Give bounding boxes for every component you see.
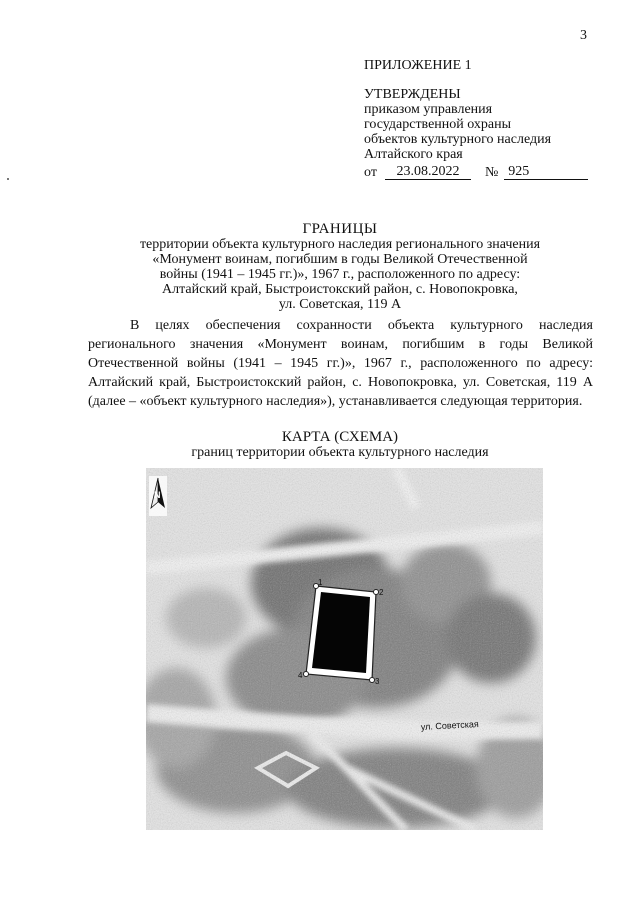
title-line-4: Алтайский край, Быстроистокский район, с. Новопокровка, [162,282,518,297]
approval-block [364,58,588,180]
map-subheading: границ территории объекта культурного наследия [191,445,489,460]
approval-line-2: государственной охраны [364,117,512,132]
order-number: 925 [504,164,588,180]
boundary-point-2 [374,590,379,595]
approved-label: УТВЕРЖДЕНЫ [364,87,461,102]
number-prefix: № [484,165,499,180]
date-prefix: от [364,165,377,180]
body-paragraph: В целях обеспечения сохранности объекта культурного наследия регионального значения «Монумент воинам, погибшим в годы Великой Отечественной войны (1941 – 1945 гг.)», 1967 г., расположенного по адресу: Алтайский край, Быстроистокский район, с. Новопокровка, ул. Советская, 119 А (далее – «объект культурного наследия»), устанавливается следующая территория. [88,318,593,409]
order-date-line [364,164,588,180]
map-heading: КАРТА (СХЕМА) [281,429,399,445]
aerial-map-image [146,468,543,830]
point-label-3: 3 [375,677,380,686]
page-number: 3 [580,28,587,43]
order-date: 23.08.2022 [385,164,471,180]
document-title [60,222,620,312]
map-scheme [146,468,543,830]
title-heading: ГРАНИЦЫ [302,221,378,237]
approval-line-4: Алтайского края [364,147,463,162]
point-label-4: 4 [298,671,303,680]
street-label: ул. Советская [420,718,480,732]
title-line-3: войны (1941 – 1945 гг.)», 1967 г., расположенного по адресу: [159,267,521,282]
title-line-5: ул. Советская, 119 А [278,297,402,312]
boundary-point-4 [304,672,309,677]
boundary-point-3 [370,678,375,683]
north-arrow-icon [149,476,167,516]
approval-line-1: приказом управления [364,102,493,117]
point-label-2: 2 [379,588,384,597]
point-label-1: 1 [318,578,323,587]
margin-mark [7,178,9,180]
monument-territory [312,592,370,673]
title-line-1: территории объекта культурного наследия регионального значения [139,237,541,252]
map-title [60,430,620,460]
title-line-2: «Монумент воинам, погибшим в годы Великой Отечественной [152,252,528,267]
north-letter: N [154,490,161,500]
appendix-heading: ПРИЛОЖЕНИЕ 1 [364,58,472,73]
approval-line-3: объектов культурного наследия [364,132,552,147]
